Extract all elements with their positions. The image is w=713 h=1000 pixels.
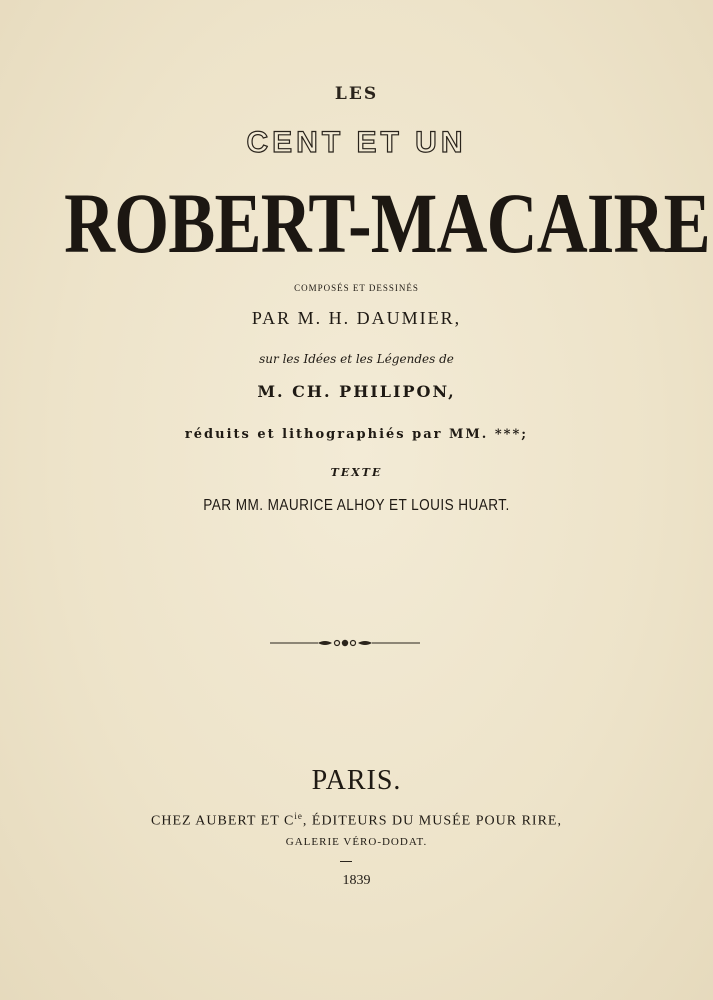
ideas-legends-line: sur les Idées et les Légendes de <box>259 352 454 366</box>
publisher-suffix: , ÉDITEURS DU MUSÉE POUR RIRE, <box>302 813 562 829</box>
publication-year: 1839 <box>342 873 371 888</box>
texte-label: TEXTE <box>330 466 383 479</box>
author-daumier: PAR M. H. DAUMIER, <box>251 308 462 328</box>
publisher-line <box>0 811 713 830</box>
publisher-prefix: CHEZ AUBERT ET C <box>151 813 295 829</box>
lithographed-line: réduits et lithographiés par MM. ***; <box>184 427 529 442</box>
separator-dash <box>340 861 352 862</box>
ornament-divider-icon <box>270 636 420 650</box>
composes-line: COMPOSÉS ET DESSINÉS <box>294 283 419 293</box>
publisher-address: GALERIE VÉRO-DODAT. <box>285 836 428 848</box>
text-authors: PAR MM. MAURICE ALHOY ET LOUIS HUART. <box>203 497 510 514</box>
publisher-sup: ie <box>294 811 303 821</box>
les-heading: LES <box>334 84 379 104</box>
main-title: ROBERT-MACAIRE <box>64 175 710 271</box>
cent-et-un-heading: CENT ET UN <box>246 126 467 159</box>
city: PARIS. <box>311 765 402 796</box>
author-philipon: M. CH. PHILIPON, <box>257 382 456 401</box>
